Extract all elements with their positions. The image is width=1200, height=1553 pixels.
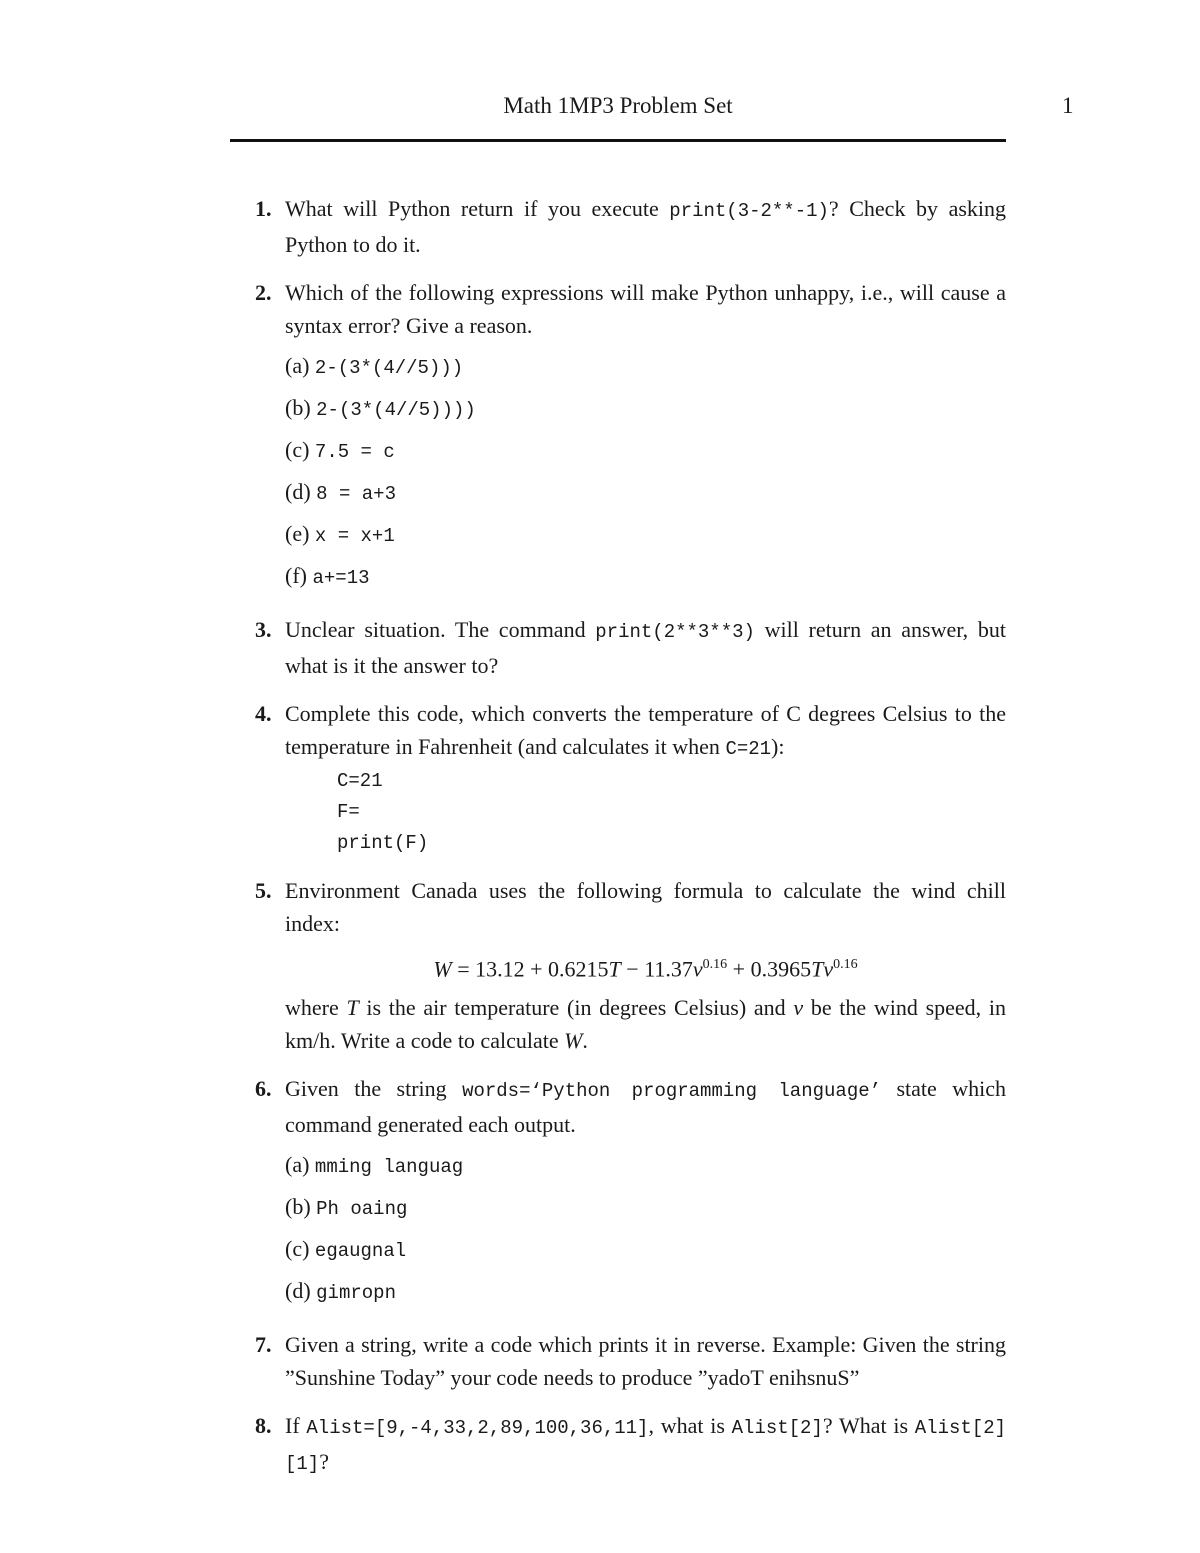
code-segment: Alist[2][1] (285, 1417, 1006, 1476)
formula-var: T (811, 956, 824, 982)
text-segment: where (285, 995, 347, 1021)
formula-var: W (433, 956, 452, 982)
problem-number: 8. (255, 1413, 272, 1439)
subitem-label: (c) (285, 437, 310, 462)
text-segment: If (285, 1413, 307, 1439)
code-line: C=21 (337, 770, 383, 792)
subitem-label: (c) (285, 1236, 310, 1262)
problem-3 (230, 613, 1006, 682)
problem-8 (230, 1409, 1006, 1481)
text-var: v (793, 995, 804, 1021)
subitem (285, 1187, 1006, 1229)
formula-part: + 0.3965 (727, 956, 812, 982)
page-number: 1 (1062, 93, 1074, 118)
subitem-code: 2-(3*(4//5)))) (316, 399, 476, 421)
problem-4 (230, 697, 1006, 859)
text-segment: ? What is (822, 1413, 915, 1439)
subitem-label: (b) (285, 1194, 311, 1220)
subitem-label: (a) (285, 353, 310, 378)
problem-number: 2. (255, 280, 272, 305)
subitem-label: (e) (285, 521, 310, 546)
problem-5 (230, 874, 1006, 1057)
problem-text: Given a string, write a code which prints it in reverse. Example: Given the string ”Sunshine Today” your code needs to produce ”yadoT enihsnuS” (285, 1332, 1006, 1391)
text-var: W (564, 1028, 583, 1054)
text-segment: is the air temperature (in degrees Celsius) and (358, 995, 794, 1021)
text-segment: Given the string (285, 1076, 463, 1102)
code-segment: Alist=[9,-4,33,2,89,100,36,11] (306, 1417, 649, 1440)
code-segment: words=‘Python programming language’ (462, 1080, 882, 1103)
problem-number: 1. (255, 196, 272, 221)
subitem-label: (d) (285, 1278, 311, 1304)
text-segment: Unclear situation. The command (285, 617, 596, 642)
code-line: F= (337, 801, 360, 823)
code-line: print(F) (337, 832, 429, 854)
problem-text (285, 697, 1006, 766)
problem-number: 6. (255, 1076, 272, 1102)
text-segment: ): (771, 734, 785, 759)
problem-7 (230, 1328, 1006, 1394)
formula-exponent: 0.16 (702, 957, 728, 972)
problem-number: 5. (255, 878, 272, 903)
text-segment: state which command generated each output. (285, 1076, 1006, 1138)
text-segment: ? (319, 1449, 329, 1475)
subitem (285, 430, 1006, 472)
text-segment: , what is (648, 1413, 732, 1439)
problem-text: Environment Canada uses the following formula to calculate the wind chill index: (285, 878, 1006, 936)
problem-text-after (285, 991, 1006, 1057)
subitem (285, 346, 1006, 388)
formula-part: − 11.37 (620, 956, 693, 982)
text-segment: . (582, 1028, 588, 1054)
formula-var: v (692, 956, 703, 982)
subitem (285, 514, 1006, 556)
subitem-code: 7.5 = c (314, 441, 395, 463)
subitem (285, 472, 1006, 514)
code-block (285, 766, 1006, 859)
formula-exponent: 0.16 (833, 957, 858, 972)
wind-chill-formula (285, 948, 1006, 985)
subitem (285, 1229, 1006, 1271)
subitem-code: gimropn (316, 1282, 396, 1305)
text-var: T (346, 995, 359, 1021)
text-segment: will return an answer, but what is it the answer to? (285, 617, 1006, 678)
subitem-label: (d) (285, 479, 311, 504)
subitem-code: 2-(3*(4//5))) (314, 357, 464, 379)
subitem-label: (a) (285, 1152, 310, 1178)
page-header-title: Math 1MP3 Problem Set (503, 93, 733, 118)
subitem (285, 1145, 1006, 1187)
formula-var: v (823, 956, 834, 982)
subitem (285, 388, 1006, 430)
subitem-code: Ph oaing (316, 1198, 408, 1221)
text-segment: Complete this code, which converts the temperature of C degrees Celsius to the temperature in Fahrenheit (and calculates it when (285, 701, 1006, 759)
text-segment: What will Python return if you execute (285, 196, 670, 221)
formula-part: = 13.12 + 0.6215 (451, 956, 609, 982)
code-segment: C=21 (725, 738, 772, 760)
problem-text (285, 613, 1006, 682)
formula-var: T (608, 956, 621, 982)
subitem (285, 1271, 1006, 1313)
problem-text (285, 1072, 1006, 1141)
text-segment: ? Check by asking Python to do it. (285, 196, 1007, 257)
problem-number: 4. (255, 701, 272, 726)
text-segment: be the wind speed, in km/h. Write a code to calculate (285, 995, 1006, 1054)
problem-number: 3. (255, 617, 272, 642)
problem-2 (230, 276, 1006, 598)
problem-1 (230, 192, 1006, 261)
subitem-list (285, 1145, 1006, 1313)
problem-text: Which of the following expressions will make Python unhappy, i.e., will cause a syntax error? Give a reason. (285, 280, 1006, 338)
code-segment: print(3-2**-1) (669, 200, 829, 222)
subitem-code: x = x+1 (314, 525, 395, 547)
problem-text (285, 192, 1006, 261)
problem-6 (230, 1072, 1006, 1313)
subitem (285, 556, 1006, 598)
code-segment: print(2**3**3) (595, 621, 755, 643)
subitem-code: egaugnal (314, 1240, 407, 1263)
problem-number: 7. (255, 1332, 272, 1358)
subitem-code: a+=13 (312, 567, 370, 589)
code-segment: Alist[2] (731, 1417, 823, 1440)
subitem-code: mming languag (314, 1156, 464, 1179)
problem-list (230, 192, 1006, 1496)
subitem-code: 8 = a+3 (316, 483, 396, 505)
header-rule (230, 139, 1006, 142)
problem-text (285, 1409, 1006, 1481)
subitem-label: (b) (285, 395, 311, 420)
subitem-list (285, 346, 1006, 598)
subitem-label: (f) (285, 563, 307, 588)
